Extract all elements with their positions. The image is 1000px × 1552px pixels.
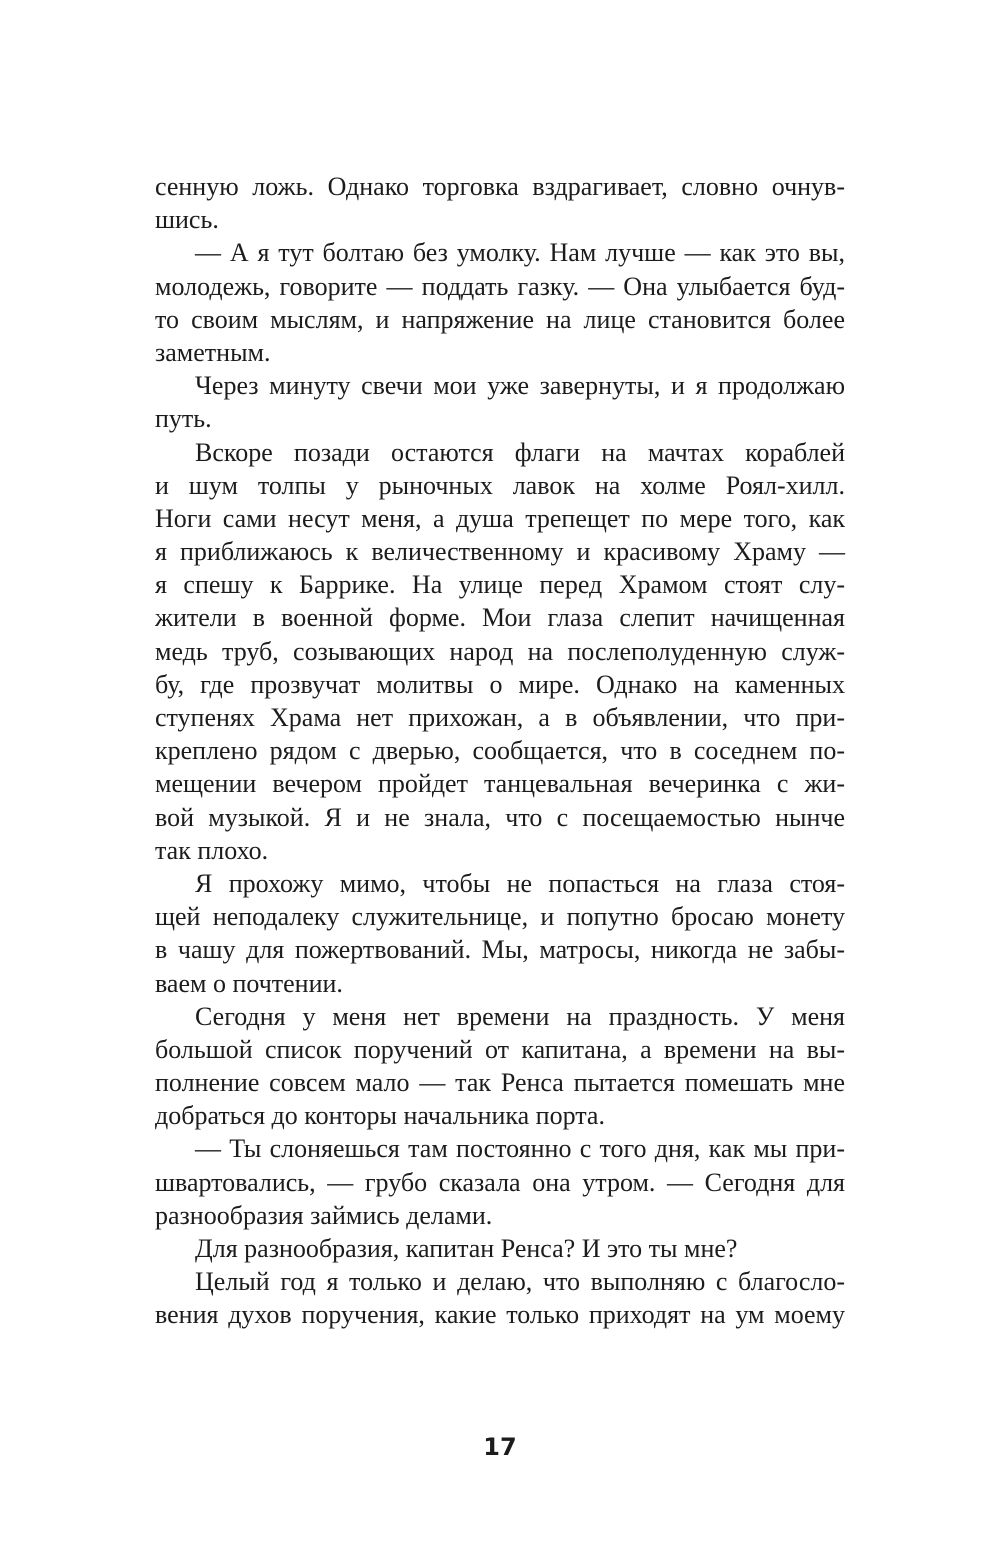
text-line: то своим мыслям, и напряжение на лице становится более [155, 304, 845, 334]
text-line: так плохо. [155, 835, 269, 865]
text-line: креплено рядом с дверью, сообщается, что в соседнем по- [155, 736, 845, 766]
text-line: полнение совсем мало — так Ренса пытается помешать мне [155, 1068, 845, 1098]
text-line: заметным. [155, 337, 271, 367]
text-line: Целый год я только и делаю, что выполняю с благосло- [195, 1267, 845, 1297]
text-line: Я прохожу мимо, чтобы не попасться на глаза стоя- [195, 868, 845, 898]
text-line: бу, где прозвучат молитвы о мире. Однако на каменных [155, 669, 845, 699]
text-line: медь труб, созывающих народ на послеполуденную служ- [155, 636, 845, 666]
text-line: добраться до конторы начальника порта. [155, 1101, 605, 1131]
text-line: щей неподалеку служительнице, и попутно бросаю монету [155, 902, 845, 932]
text-line: я приближаюсь к величественному и красивому Храму — [155, 537, 845, 567]
text-line: ступенях Храма нет прихожан, а в объявлении, что при- [155, 703, 845, 732]
text-line: мещении вечером пройдет танцевальная вечеринка с жи- [155, 769, 845, 799]
text-line: путь. [155, 404, 212, 434]
text-line: швартовались, — грубо сказала она утром. — Сегодня для [155, 1167, 845, 1197]
text-line: Для разнообразия, капитан Ренса? И это ты мне? [195, 1234, 738, 1263]
text-line: разнообразия займись делами. [155, 1200, 493, 1230]
text-line: Через минуту свечи мои уже завернуты, и я продолжаю [195, 371, 845, 401]
text-line: вой музыкой. Я и не знала, что с посещаемостью нынче [155, 802, 845, 832]
text-line: — А я тут болтаю без умолку. Нам лучше — как это вы, [195, 238, 845, 268]
text-line: большой список поручений от капитана, а времени на вы- [155, 1034, 845, 1064]
text-line: сенную ложь. Однако торговка вздрагивает, словно очнув- [155, 172, 845, 201]
text-line: шись. [155, 205, 219, 235]
text-line: я спешу к Баррике. На улице перед Храмом стоят слу- [155, 570, 845, 600]
text-line: молодежь, говорите — поддать газку. — Она улыбается буд- [155, 271, 845, 301]
text-line: Вскоре позади остаются флаги на мачтах кораблей [195, 437, 845, 467]
body-text [155, 170, 845, 1332]
text-line: ваем о почтении. [155, 968, 343, 998]
text-line: жители в военной форме. Мои глаза слепит начищенная [155, 603, 845, 633]
text-line: — Ты слоняешься там постоянно с того дня, как мы при- [195, 1134, 845, 1164]
text-line: вения духов поручения, какие только приходят на ум моему [155, 1300, 845, 1330]
page-number: 17 [483, 1433, 517, 1461]
text-line: и шум толпы у рыночных лавок на холме Роял-хилл. [155, 470, 845, 500]
text-line: в чашу для пожертвований. Мы, матросы, никогда не забы- [155, 935, 845, 965]
text-line: Сегодня у меня нет времени на праздность. У меня [195, 1001, 845, 1031]
text-line: Ноги сами несут меня, а душа трепещет по мере того, как [155, 503, 845, 533]
